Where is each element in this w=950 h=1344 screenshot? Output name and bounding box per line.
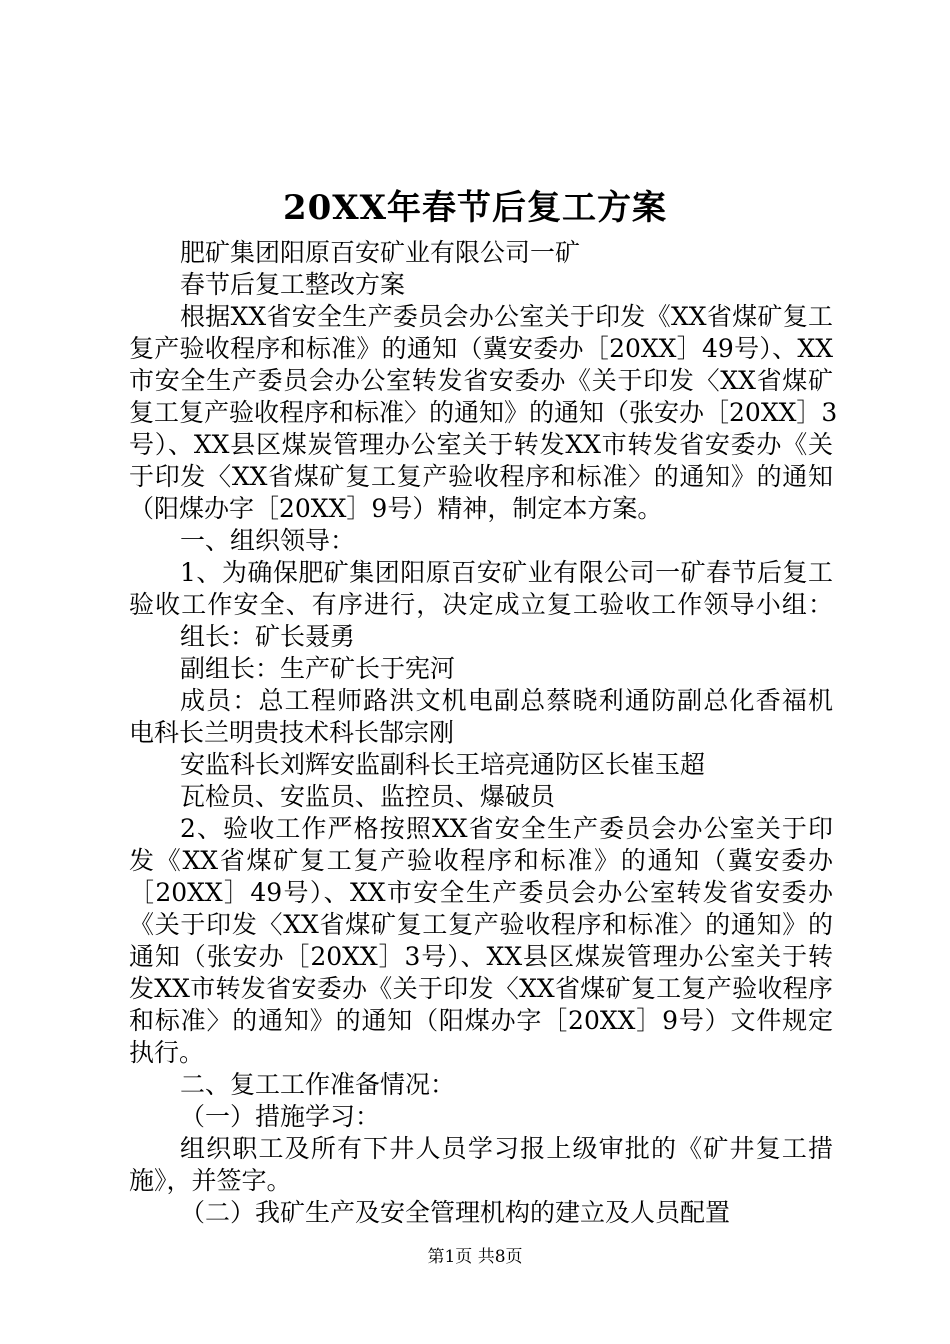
paragraph-line: 号）、XX县区煤炭管理办公室关于转发XX市转发省安委办《关 [129, 430, 833, 459]
page-footer: 第1页 共8页 [427, 1247, 523, 1267]
paragraph-line: ［20XX］49号）、XX市安全生产委员会办公室转发省安委办 [129, 878, 833, 907]
paragraph-line: 组长：矿长聂勇 [180, 622, 356, 651]
paragraph-line: 组织职工及所有下井人员学习报上级审批的《矿井复工措 [180, 1134, 833, 1163]
paragraph-line: 发《XX省煤矿复工复产验收程序和标准》的通知（冀安委办 [129, 846, 833, 875]
subsection-heading: （一）措施学习： [180, 1102, 381, 1131]
paragraph-line: 瓦检员、安监员、监控员、爆破员 [180, 782, 556, 811]
paragraph-line: 安监科长刘辉安监副科长王培亮通防区长崔玉超 [180, 750, 706, 779]
paragraph-line: 肥矿集团阳原百安矿业有限公司一矿 [180, 238, 581, 267]
paragraph-line: （阳煤办字［20XX］9号）精神，制定本方案。 [129, 494, 663, 523]
paragraph-line: 成员：总工程师路洪文机电副总蔡晓利通防副总化香福机 [180, 686, 833, 715]
paragraph-line: 验收工作安全、有序进行，决定成立复工验收工作领导小组： [129, 590, 833, 619]
paragraph-line: 执行。 [129, 1038, 205, 1067]
paragraph-line: 和标准〉的通知》的通知（阳煤办字［20XX］9号）文件规定 [129, 1006, 833, 1035]
section-heading: 二、复工工作准备情况： [180, 1070, 456, 1099]
paragraph-line: 2、验收工作严格按照XX省安全生产委员会办公室关于印 [180, 814, 833, 843]
paragraph-line: 副组长：生产矿长于宪河 [180, 654, 456, 683]
paragraph-line: 春节后复工整改方案 [180, 270, 406, 299]
paragraph-line: 复产验收程序和标准》的通知（冀安委办［20XX］49号）、XX [129, 334, 833, 363]
paragraph-line: 复工复产验收程序和标准〉的通知》的通知（张安办［20XX］3 [129, 398, 838, 427]
section-heading: 一、组织领导： [180, 526, 356, 555]
document-title: 20XX年春节后复工方案 [282, 188, 668, 228]
paragraph-line: 1、为确保肥矿集团阳原百安矿业有限公司一矿春节后复工 [180, 558, 833, 587]
paragraph-line: 于印发〈XX省煤矿复工复产验收程序和标准〉的通知》的通知 [129, 462, 833, 491]
paragraph-line: 施》，并签字。 [129, 1166, 292, 1195]
paragraph-line: 电科长兰明贵技术科长郜宗刚 [129, 718, 455, 747]
paragraph-line: 发XX市转发省安委办《关于印发〈XX省煤矿复工复产验收程序 [129, 974, 833, 1003]
subsection-heading: （二）我矿生产及安全管理机构的建立及人员配置 [180, 1198, 731, 1227]
paragraph-line: 通知（张安办［20XX］3号）、XX县区煤炭管理办公室关于转 [129, 942, 833, 971]
paragraph-line: 根据XX省安全生产委员会办公室关于印发《XX省煤矿复工 [180, 302, 833, 331]
paragraph-line: 《关于印发〈XX省煤矿复工复产验收程序和标准〉的通知》的 [129, 910, 833, 939]
paragraph-line: 市安全生产委员会办公室转发省安委办《关于印发〈XX省煤矿 [129, 366, 833, 395]
